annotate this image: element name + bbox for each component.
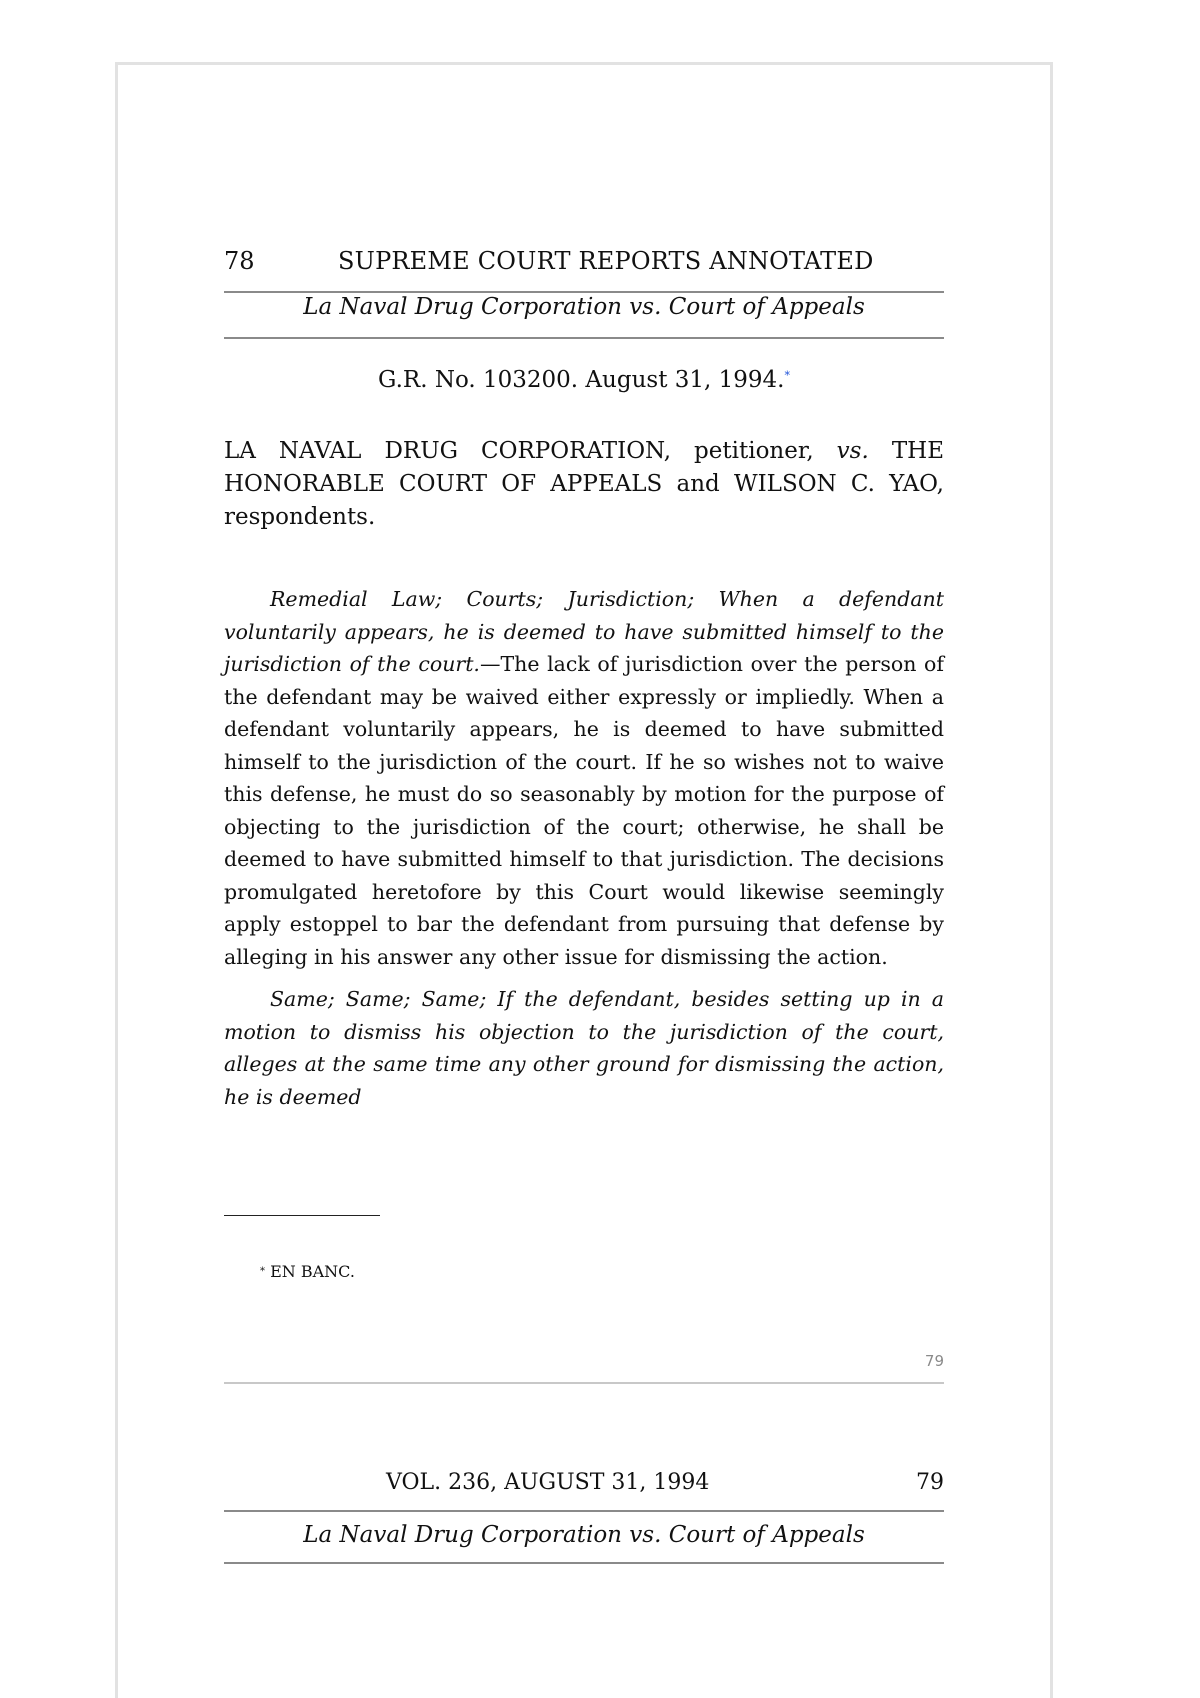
volume-head (224, 1468, 944, 1498)
versus: vs. (836, 438, 869, 464)
footnote-link[interactable]: * (784, 369, 790, 382)
case-title: La Naval Drug Corporation vs. Court of Appeals (303, 294, 865, 320)
syllabus (224, 583, 944, 1123)
running-head (224, 246, 944, 276)
syllabus-paragraph (224, 983, 944, 1113)
page-number-right: 79 (916, 1470, 944, 1495)
syllabus-paragraph (224, 583, 944, 973)
parties (224, 435, 944, 534)
volume-rule-bottom (224, 1562, 944, 1564)
headnote: Remedial Law; Courts; Jurisdiction; When a defendant voluntarily appears, he is deemed to have submitted himself to the jurisdiction of the court. (224, 587, 944, 676)
gr-number-text: G.R. No. 103200. August 31, 1994. (378, 367, 785, 393)
volume-rule-top (224, 1510, 944, 1512)
running-title: SUPREME COURT REPORTS ANNOTATED (338, 247, 874, 275)
footnote-text: EN BANC. (270, 1262, 355, 1281)
footnote-mark: * (260, 1266, 265, 1277)
case-title-2: La Naval Drug Corporation vs. Court of Appeals (303, 1522, 865, 1548)
petitioner: LA NAVAL DRUG CORPORATION, petitioner, (224, 438, 814, 464)
respondents: THE HONORABLE COURT OF APPEALS and WILSON C. YAO, respondents. (224, 438, 945, 530)
header-rule-bottom (224, 337, 944, 339)
headnote: Same; Same; Same; If the defendant, besides setting up in a motion to dismiss his objection to the jurisdiction of the court, alleges at the same time any other ground for dismissing the action, he is deemed (224, 987, 944, 1109)
page-break-rule (224, 1382, 944, 1384)
footnote-rule (224, 1215, 380, 1216)
headnote-text: —The lack of jurisdiction over the person of the defendant may be waived either expressly or impliedly. When a defendant voluntarily appears, he is deemed to have submitted himself to the jurisdiction of the court. If he so wishes not to waive this defense, he must do so seasonably by motion for the purpose of objecting to the jurisdiction of the court; otherwise, he shall be deemed to have submitted himself to that jurisdiction. The decisions promulgated heretofore by this Court would likewise seemingly apply estoppel to bar the defendant from pursuing that defense by alleging in his answer any other issue for dismissing the action. (224, 652, 944, 969)
volume-title: VOL. 236, AUGUST 31, 1994 (386, 1470, 710, 1495)
page-marker: 79 (924, 1352, 944, 1370)
footnote (260, 1262, 355, 1282)
gr-number (224, 365, 944, 395)
page-number: 78 (224, 247, 255, 275)
